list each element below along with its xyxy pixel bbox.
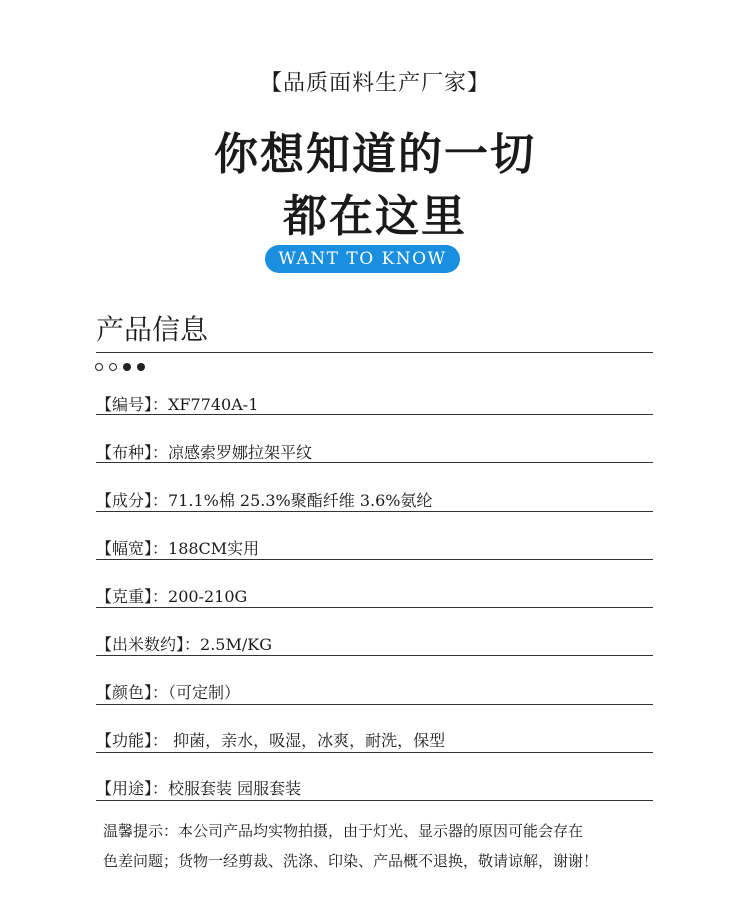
spec-value: （可定制）	[168, 683, 241, 702]
spec-value: 2.5M/KG	[200, 635, 272, 654]
spec-row	[96, 731, 653, 751]
spec-value: 抑菌，亲水，吸湿，冰爽，耐洗，保型	[168, 731, 446, 750]
spec-value: 凉感索罗娜拉架平纹	[168, 443, 313, 462]
row-divider	[96, 559, 653, 560]
tagline: 【品质面料生产厂家】	[259, 71, 490, 96]
headline-line-2: 都在这里	[283, 191, 467, 242]
row-divider	[96, 462, 653, 463]
section-divider	[96, 352, 653, 353]
spec-row	[96, 683, 653, 703]
spec-label: 【编号】：	[96, 395, 169, 414]
row-divider	[96, 607, 653, 608]
row-divider	[96, 704, 653, 705]
spec-label: 【功能】：	[96, 731, 169, 750]
notice-line-2: 色差问题；货物一经剪裁、洗涤、印染、产品概不退换，敬请谅解，谢谢！	[103, 852, 599, 870]
dot-filled-icon	[123, 363, 131, 371]
spec-row	[96, 443, 653, 463]
spec-row	[96, 491, 653, 511]
progress-dots	[95, 363, 145, 371]
spec-value: 188CM实用	[168, 539, 260, 558]
spec-label: 【幅宽】：	[96, 539, 169, 558]
dot-filled-icon	[137, 363, 145, 371]
spec-label: 【出米数约】：	[96, 635, 201, 654]
spec-value: 校服套装 园服套装	[168, 779, 302, 798]
dot-hollow-icon	[109, 363, 117, 371]
row-divider	[96, 511, 653, 512]
spec-value: 200-210G	[168, 587, 248, 606]
dot-hollow-icon	[95, 363, 103, 371]
spec-row	[96, 587, 653, 607]
row-divider	[96, 414, 653, 415]
spec-row	[96, 395, 653, 415]
spec-row	[96, 779, 653, 799]
spec-label: 【颜色】：	[96, 683, 169, 702]
want-to-know-badge: WANT TO KNOW	[265, 245, 460, 273]
spec-value: 71.1%棉 25.3%聚酯纤维 3.6%氨纶	[168, 491, 433, 510]
spec-value: XF7740A-1	[168, 395, 259, 414]
spec-row	[96, 635, 653, 655]
row-divider	[96, 800, 653, 801]
row-divider	[96, 752, 653, 753]
headline-line-1: 你想知道的一切	[214, 129, 536, 180]
row-divider	[96, 655, 653, 656]
notice-line-1: 温馨提示：本公司产品均实物拍摄，由于灯光、显示器的原因可能会存在	[103, 822, 584, 840]
spec-label: 【克重】：	[96, 587, 169, 606]
spec-row	[96, 539, 653, 559]
section-title: 产品信息	[96, 313, 209, 346]
spec-label: 【用途】：	[96, 779, 169, 798]
spec-label: 【布种】：	[96, 443, 169, 462]
spec-label: 【成分】：	[96, 491, 169, 510]
